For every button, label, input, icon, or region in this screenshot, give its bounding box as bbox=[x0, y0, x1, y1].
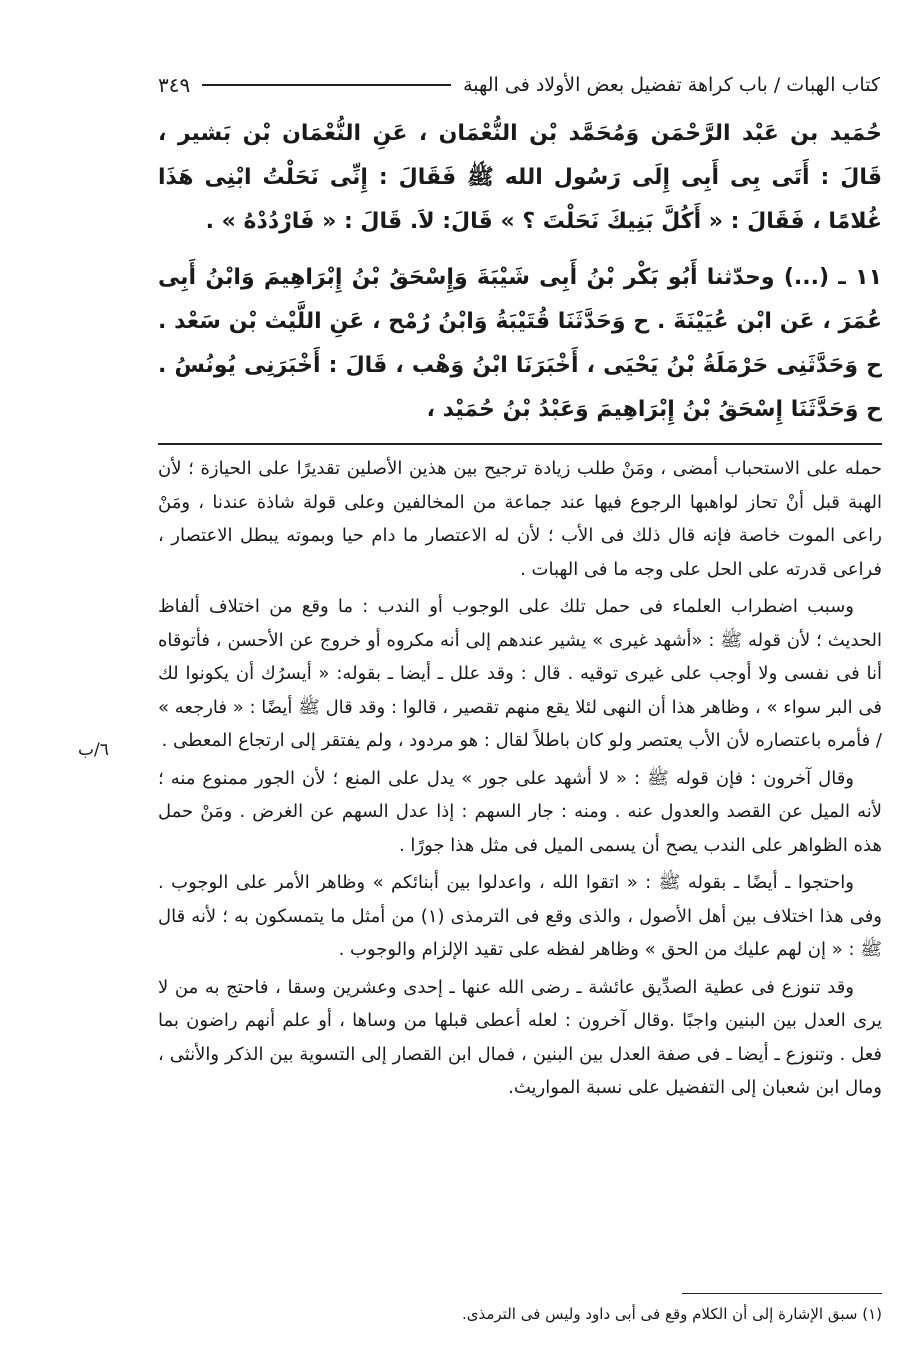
header-rule bbox=[202, 84, 451, 86]
commentary-paragraph: وقد تنوزع فى عطية الصدِّيق عائشة ـ رضى الله عنها ـ إحدى وعشرين وسقا ، فاحتج به من لا يرى العدل بين البنين واجبًا .وقال آخرون : لعله أعطى قبلها من وساها ، أو علم أنهم راضون بما فعل . وتنوزع ـ أيضا ـ فى صفة العدل بين البنين ، فمال ابن القصار إلى التسوية بين الذكر والأنثى ، ومال ابن شعبان إلى التفضيل على نسبة المواريث. bbox=[158, 976, 882, 1098]
commentary-paragraph: حمله على الاستحباب أمضى ، ومَنْ طلب زيادة ترجيح بين هذين الأصلين تقديرًا على الحيازة ؛ لأن الهبة قبل أنْ تحاز لواهبها الرجوع فيها عند جماعة من المخالفين وعلى قولة شاذة عندنا ، ومَنْ راعى الموت خاصة فإنه قال ذلك فى الأب ؛ لأن له الاعتصار ما دام حيا وبموته يبطل الاعتصار ، فراعى قدرته على الحل على وجه ما فى الهبات . bbox=[158, 458, 882, 580]
commentary-text bbox=[158, 452, 882, 1109]
hadith-paragraph: حُمَيد بن عَبْد الرَّحْمَن وَمُحَمَّد بْن النُّعْمَان ، عَنِ النُّعْمَان بْن بَشير ، قَالَ : أَتَى بِى أَبِى إِلَى رَسُول الله ﷺ فَقَالَ : إِنِّى نَحَلْتُ ابْنِى هَذَا غُلامًا ، فَقَالَ : « أَكُلَّ بَنِيكَ نَحَلْتَ ؟ » قَالَ: لاَ. قَالَ : « فَارْدُدْهُ » . bbox=[158, 121, 882, 234]
hadith-paragraph: ١١ ـ (...) وحدّثنا أَبُو بَكْر بْنُ أَبِى شَيْبَةَ وَإِسْحَقُ بْنُ إِبْرَاهِيمَ وَابْنُ أَبِى عُمَرَ ، عَن ابْن عُيَيْنَةَ . ح وَحَدَّثَنَا قُتَيْبَةُ وَابْنُ رُمْح ، عَنِ اللَّيْث بْن سَعْد . ح وَحَدَّثَنِى حَرْمَلَةُ بْنُ يَحْيَى ، أَخْبَرَنَا ابْنُ وَهْب ، قَالَ : أَخْبَرَنِى يُونُسُ . ح وَحَدَّثَنَا إِسْحَقُ بْنُ إِبْرَاهِيمَ وَعَبْدُ بْنُ حُمَيْد ، bbox=[158, 265, 882, 422]
page-number: ٣٤٩ bbox=[158, 73, 191, 97]
commentary-paragraph: وسبب اضطراب العلماء فى حمل تلك على الوجوب أو الندب : ما وقع من اختلاف ألفاظ الحديث ؛ لأن قوله ﷺ : «أشهد غيرى » يشير عندهم إلى أنه مكروه أو خروج عن الأحسن ، فأتوقاه أنا فى نفسى ولا أوجب على غيرى توقيه . قال : وقد علل ـ أيضا ـ بقوله: « أيسرُك أن يكونوا لك فى البر سواء » ، وظاهر هذا أن النهى لئلا يقع منهم تقصير ، قالوا : وقد قال ﷺ أيضًا : « فارجعه » / فأمره باعتصاره لأن الأب يعتصر ولو كان باطلاً لقال : هو مردود ، ولم يفتقر إلى ارتجاع المعطى . bbox=[158, 596, 882, 751]
manuscript-folio-note: ٦/ب bbox=[78, 740, 109, 760]
footnote-divider bbox=[682, 1293, 882, 1294]
section-divider bbox=[158, 443, 882, 445]
footnote: (١) سبق الإشارة إلى أن الكلام وقع فى أبى داود وليس فى الترمذى. bbox=[461, 1305, 882, 1323]
running-header bbox=[158, 68, 880, 102]
chapter-title: كتاب الهبات / باب كراهة تفضيل بعض الأولاد فى الهبة bbox=[463, 74, 880, 96]
commentary-paragraph: واحتجوا ـ أيضًا ـ بقوله ﷺ : « اتقوا الله ، واعدلوا بين أبنائكم » وظاهر الأمر على الوجوب . وفى هذا اختلاف بين أهل الأصول ، والذى وقع فى الترمذى (١) من أمثل ما يتمسكون به ؛ لأنه قال ﷺ : « إن لهم عليك من الحق » وظاهر لفظه على تقيد الإلزام والوجوب . bbox=[158, 872, 882, 960]
commentary-paragraph: وقال آخرون : فإن قوله ﷺ : « لا أشهد على جور » يدل على المنع ؛ لأن الجور ممنوع منه ؛ لأنه الميل عن القصد والعدول عنه . ومنه : جار السهم : إذا عدل السهم عن الغرض . ومَنْ حمل هذه الظواهر على الندب يصح أن يسمى الميل فى مثل هذا جورًا . bbox=[158, 767, 882, 856]
hadith-text bbox=[158, 112, 882, 432]
